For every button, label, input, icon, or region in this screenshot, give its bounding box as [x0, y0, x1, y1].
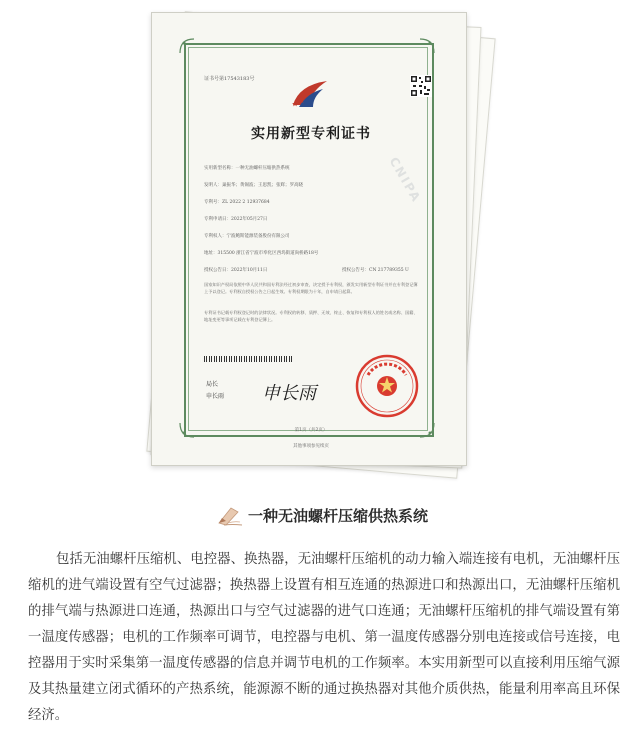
director-signature: 申长雨 [262, 383, 316, 404]
certificate-number: 证书号第17543183号 [204, 76, 255, 82]
address: 地址：315500 浙江省宁波市奉化区西坞街道尚桥路18号 [204, 251, 319, 256]
official-seal-icon [354, 353, 420, 419]
grant-number: 授权公告号：CN 217789355 U [342, 268, 409, 273]
description-paragraph: 包括无油螺杆压缩机、电控器、换热器，无油螺杆压缩机的动力输入端连接有电机，无油螺杆压缩机的进气端设置有空气过滤器；换热器上设置有相互连通的热源进口和热源出口，无油螺杆压缩机的排气端与热源进口连通，热源出口与空气过滤器的进气口连通；无油螺杆压缩机的排气端设置有第一温度传感器；电机的工作频率可调节，电控器与电机、第一温度传感器分别电连接或信号连接，电控器用于实时采集第一温度传感器的信息并调节电机的工作频率。本实用新型可以直接利用压缩气源及其热量建立闭式循环的产热系统，能源源不断的通过换热器对其他介质供热，能量利用率高且环保经济。 [28, 552, 620, 723]
section-heading [0, 504, 644, 530]
grant-date: 授权公告日：2022年10月11日 [204, 268, 268, 273]
corner-ornament-icon [418, 37, 436, 55]
patent-emblem-icon [289, 75, 331, 113]
page-info: 第1页（共2页） [294, 428, 328, 433]
pen-icon [216, 504, 244, 526]
patent-certificate [151, 12, 467, 466]
section-title: 一种无油螺杆压缩供热系统 [247, 506, 428, 525]
patentee: 专利权人：宁波鲍斯能源装备股份有限公司 [204, 234, 290, 239]
certificate-body-paragraph: 国家知识产权局依照中华人民共和国专利法经过初步审查，决定授予专利权，颁发实用新型专利证书并在专利登记簿上予以登记。专利权自授权公告之日起生效。专利权期限为十年，自申请日起算。 [204, 282, 418, 294]
corner-ornament-icon [178, 421, 196, 439]
inventors: 发明人：巢振华；黄锡波；王思凯；张辉；罗高晓 [204, 183, 303, 188]
director-title: 局长 [206, 381, 219, 388]
utility-model-name: 实用新型名称：一种无油螺杆压缩供热系统 [204, 166, 290, 171]
certificate-title: 实用新型专利证书 [251, 126, 371, 142]
patent-number: 专利号：ZL 2022 2 12937684 [204, 200, 270, 205]
director-name: 申长雨 [206, 393, 225, 400]
qr-code-icon [410, 75, 432, 97]
filing-date: 专利申请日：2022年05月27日 [204, 217, 268, 222]
watermark: CNIPA [386, 154, 424, 206]
footer-note: 其他事项参见续页 [293, 444, 329, 449]
corner-ornament-icon [178, 37, 196, 55]
corner-ornament-icon [418, 421, 436, 439]
barcode-icon [204, 356, 294, 362]
certificate-body-paragraph: 专利证书记载专利权登记时的法律状况。专利权的转移、质押、无效、终止、恢复和专利权人的姓名或名称、国籍、地址变更等事项记载在专利登记簿上。 [204, 310, 418, 322]
